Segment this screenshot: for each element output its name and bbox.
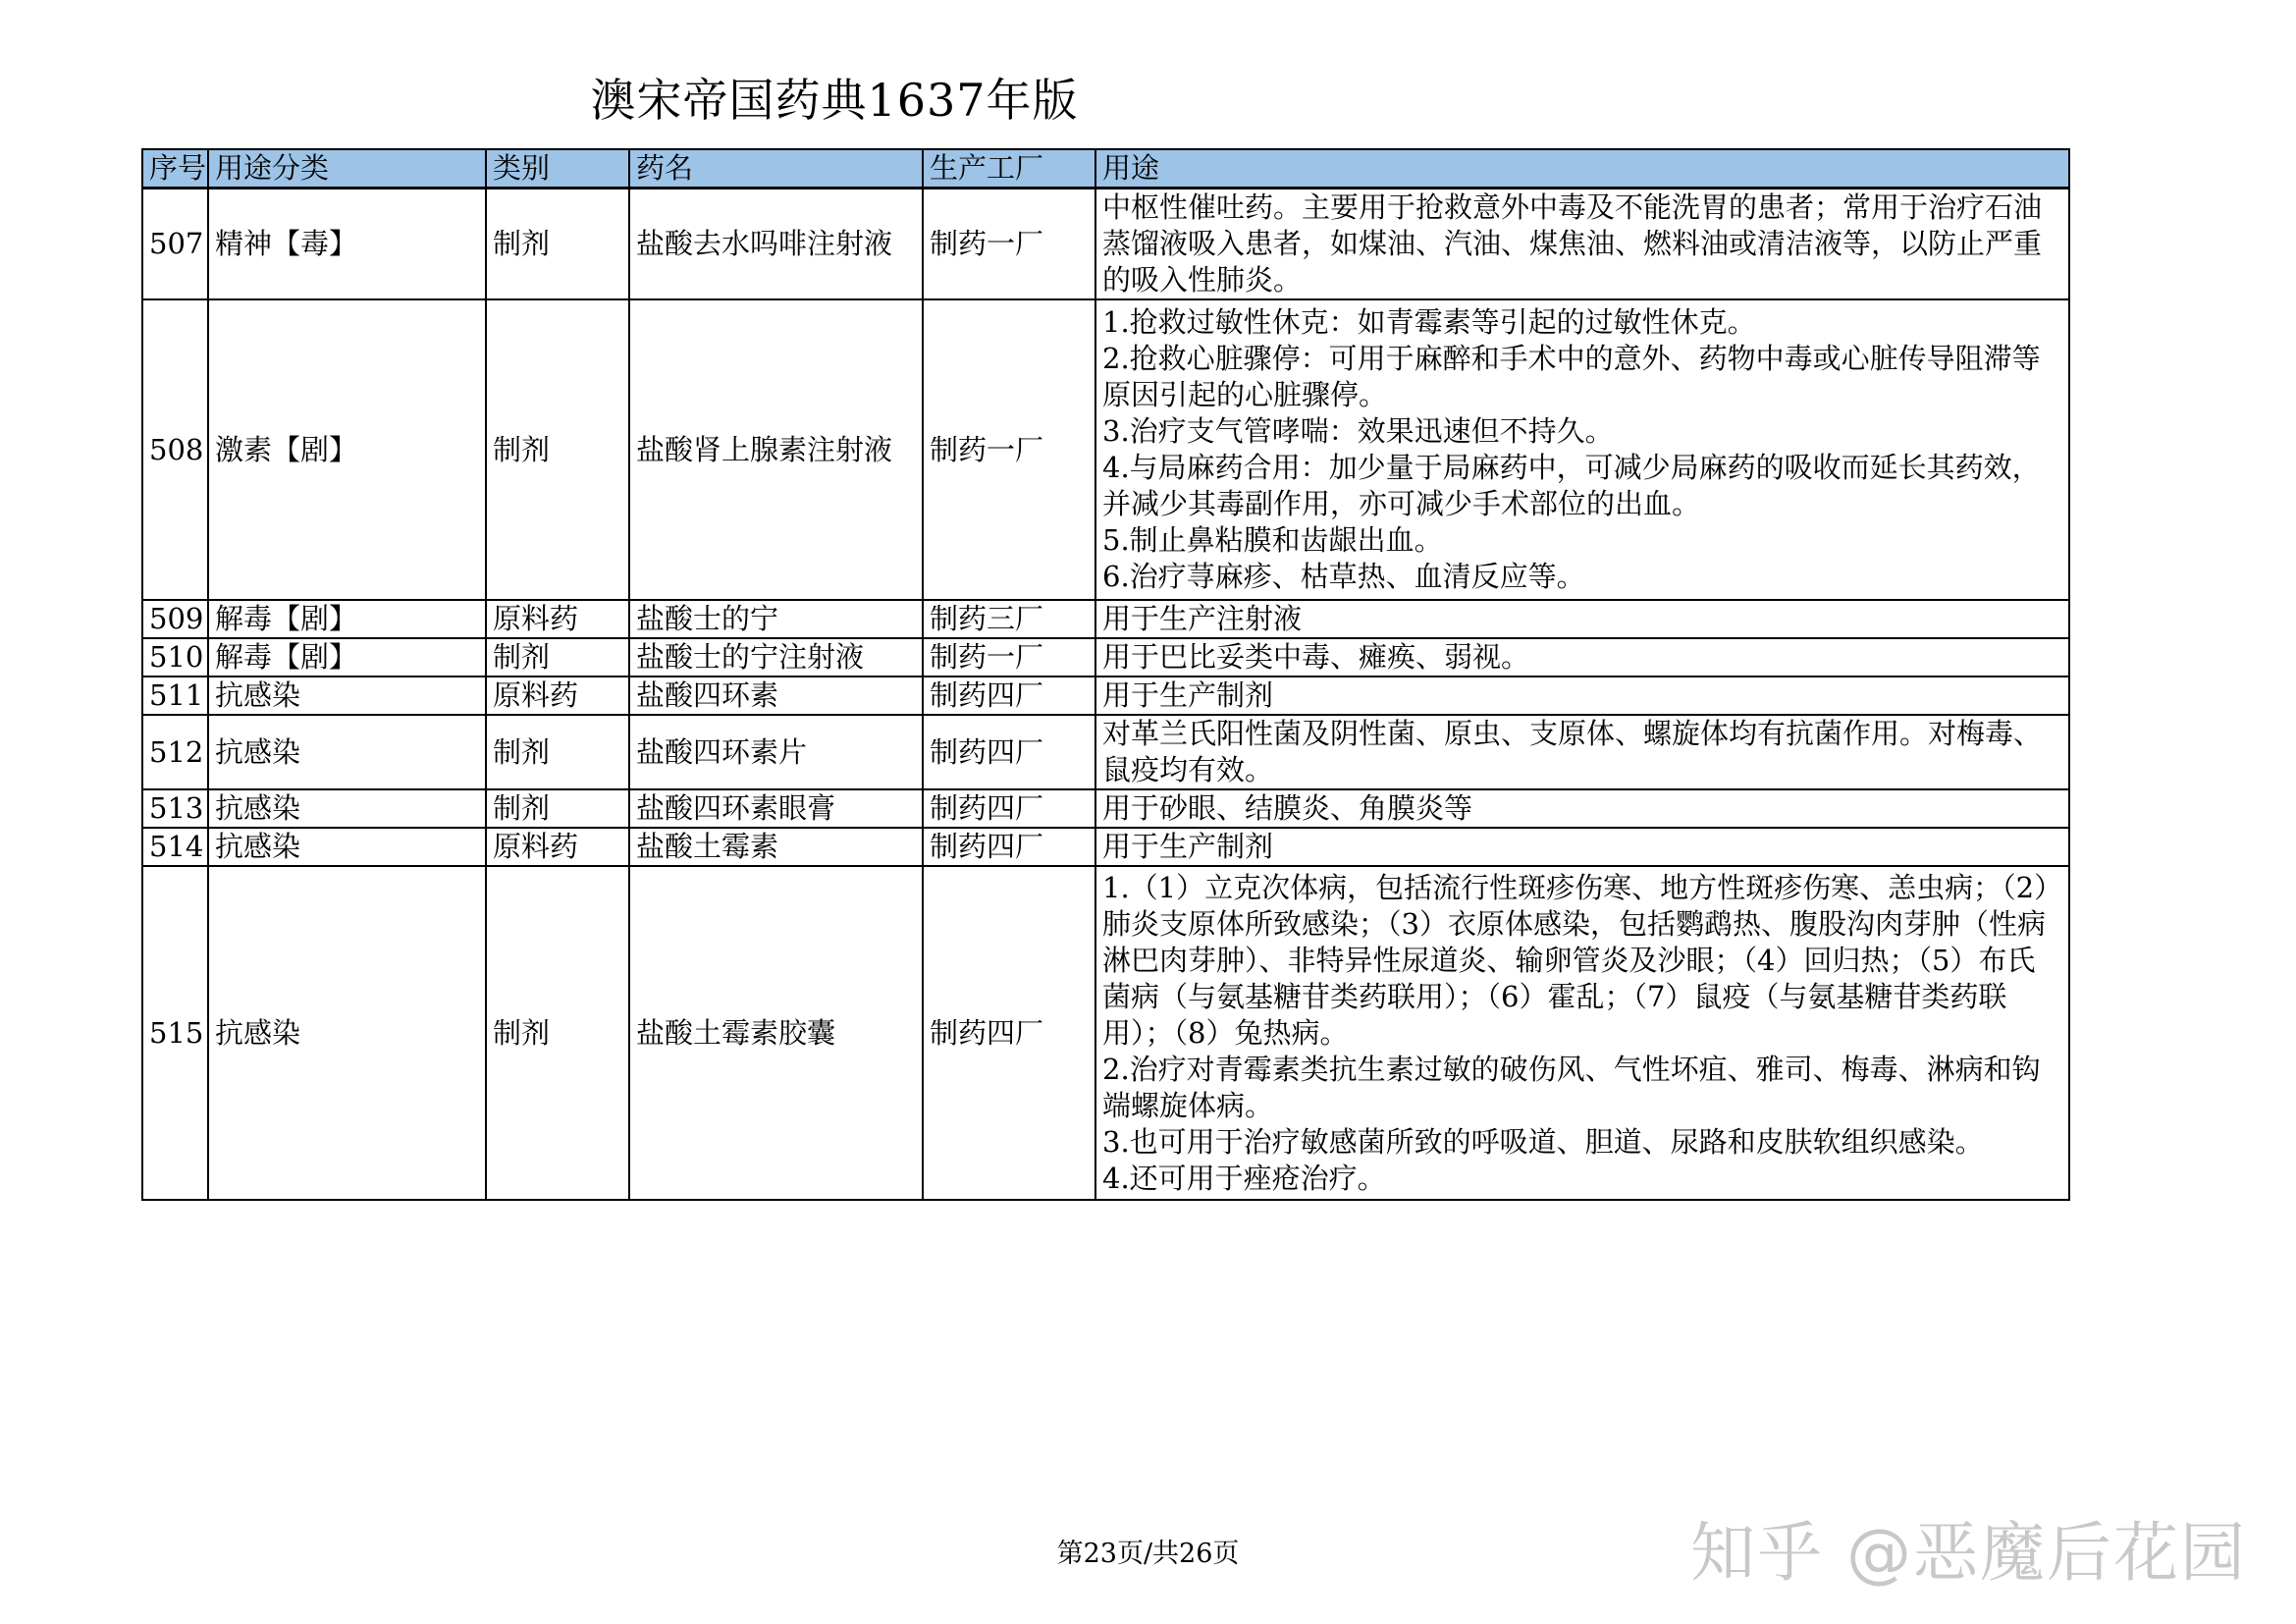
cell-no: 515 [142,866,208,1200]
cell-factory: 制药四厂 [923,866,1095,1200]
cell-name: 盐酸四环素 [629,677,923,715]
header-category: 用途分类 [208,149,486,189]
cell-type: 制剂 [486,638,629,677]
cell-use: 中枢性催吐药。主要用于抢救意外中毒及不能洗胃的患者；常用于治疗石油蒸馏液吸入患者，如煤油、汽油、煤焦油、燃料油或清洁液等，以防止严重的吸入性肺炎。 [1095,189,2069,300]
cell-name: 盐酸四环素片 [629,715,923,789]
cell-factory: 制药四厂 [923,677,1095,715]
cell-use: 用于巴比妥类中毒、瘫痪、弱视。 [1095,638,2069,677]
cell-no: 508 [142,299,208,600]
cell-category: 解毒【剧】 [208,638,486,677]
cell-name: 盐酸士的宁注射液 [629,638,923,677]
page-title: 澳宋帝国药典1637年版 [590,74,1079,127]
cell-factory: 制药四厂 [923,828,1095,866]
cell-category: 抗感染 [208,715,486,789]
table-row [142,677,2069,715]
header-factory: 生产工厂 [923,149,1095,189]
table-row [142,715,2069,789]
cell-no: 509 [142,600,208,638]
cell-no: 507 [142,189,208,300]
cell-use: 用于砂眼、结膜炎、角膜炎等 [1095,789,2069,828]
watermark: 知乎 @恶魔后花园 [1690,1515,2247,1591]
cell-category: 抗感染 [208,677,486,715]
cell-factory: 制药一厂 [923,189,1095,300]
cell-name: 盐酸四环素眼膏 [629,789,923,828]
table-row [142,638,2069,677]
drug-table [141,148,2070,1201]
cell-use: 用于生产制剂 [1095,677,2069,715]
cell-name: 盐酸土霉素胶囊 [629,866,923,1200]
cell-category: 抗感染 [208,789,486,828]
cell-type: 制剂 [486,789,629,828]
cell-name: 盐酸土霉素 [629,828,923,866]
header-name: 药名 [629,149,923,189]
cell-name: 盐酸肾上腺素注射液 [629,299,923,600]
cell-use: 对革兰氏阳性菌及阴性菌、原虫、支原体、螺旋体均有抗菌作用。对梅毒、鼠疫均有效。 [1095,715,2069,789]
table-row [142,189,2069,300]
cell-factory: 制药四厂 [923,715,1095,789]
cell-category: 精神【毒】 [208,189,486,300]
cell-no: 510 [142,638,208,677]
header-use: 用途 [1095,149,2069,189]
table-row [142,789,2069,828]
cell-name: 盐酸去水吗啡注射液 [629,189,923,300]
table-header-row [142,149,2069,189]
cell-use: 用于生产注射液 [1095,600,2069,638]
cell-no: 511 [142,677,208,715]
cell-type: 制剂 [486,866,629,1200]
cell-name: 盐酸士的宁 [629,600,923,638]
table-row [142,866,2069,1200]
cell-no: 513 [142,789,208,828]
table-row [142,299,2069,600]
cell-use: 1.（1）立克次体病，包括流行性斑疹伤寒、地方性斑疹伤寒、恙虫病；（2）肺炎支原体所致感染；（3）衣原体感染，包括鹦鹉热、腹股沟肉芽肿（性病淋巴肉芽肿）、非特异性尿道炎、输卵管炎及沙眼；（4）回归热；（5）布氏菌病（与氨基糖苷类药联用）；（6）霍乱；（7）鼠疫（与氨基糖苷类药联用）；（8）兔热病。 2.治疗对青霉素类抗生素过敏的破伤风、气性坏疽、雅司、梅毒、淋病和钩端螺旋体病。 3.也可用于治疗敏感菌所致的呼吸道、胆道、尿路和皮肤软组织感染。 4.还可用于痤疮治疗。 [1095,866,2069,1200]
cell-category: 解毒【剧】 [208,600,486,638]
cell-type: 制剂 [486,715,629,789]
page-number: 第23页/共26页 [1056,1539,1240,1569]
cell-factory: 制药三厂 [923,600,1095,638]
header-no: 序号 [142,149,208,189]
cell-no: 514 [142,828,208,866]
cell-category: 抗感染 [208,866,486,1200]
header-type: 类别 [486,149,629,189]
cell-no: 512 [142,715,208,789]
cell-type: 制剂 [486,189,629,300]
cell-category: 抗感染 [208,828,486,866]
cell-factory: 制药一厂 [923,638,1095,677]
cell-type: 原料药 [486,828,629,866]
table-row [142,828,2069,866]
cell-type: 制剂 [486,299,629,600]
table-row [142,600,2069,638]
cell-factory: 制药四厂 [923,789,1095,828]
cell-use: 1.抢救过敏性休克：如青霉素等引起的过敏性休克。 2.抢救心脏骤停：可用于麻醉和手术中的意外、药物中毒或心脏传导阻滞等原因引起的心脏骤停。 3.治疗支气管哮喘：效果迅速但不持久。 4.与局麻药合用：加少量于局麻药中，可减少局麻药的吸收而延长其药效，并减少其毒副作用，亦可减少手术部位的出血。 5.制止鼻粘膜和齿龈出血。 6.治疗荨麻疹、枯草热、血清反应等。 [1095,299,2069,600]
cell-factory: 制药一厂 [923,299,1095,600]
cell-category: 激素【剧】 [208,299,486,600]
cell-use: 用于生产制剂 [1095,828,2069,866]
cell-type: 原料药 [486,600,629,638]
cell-type: 原料药 [486,677,629,715]
